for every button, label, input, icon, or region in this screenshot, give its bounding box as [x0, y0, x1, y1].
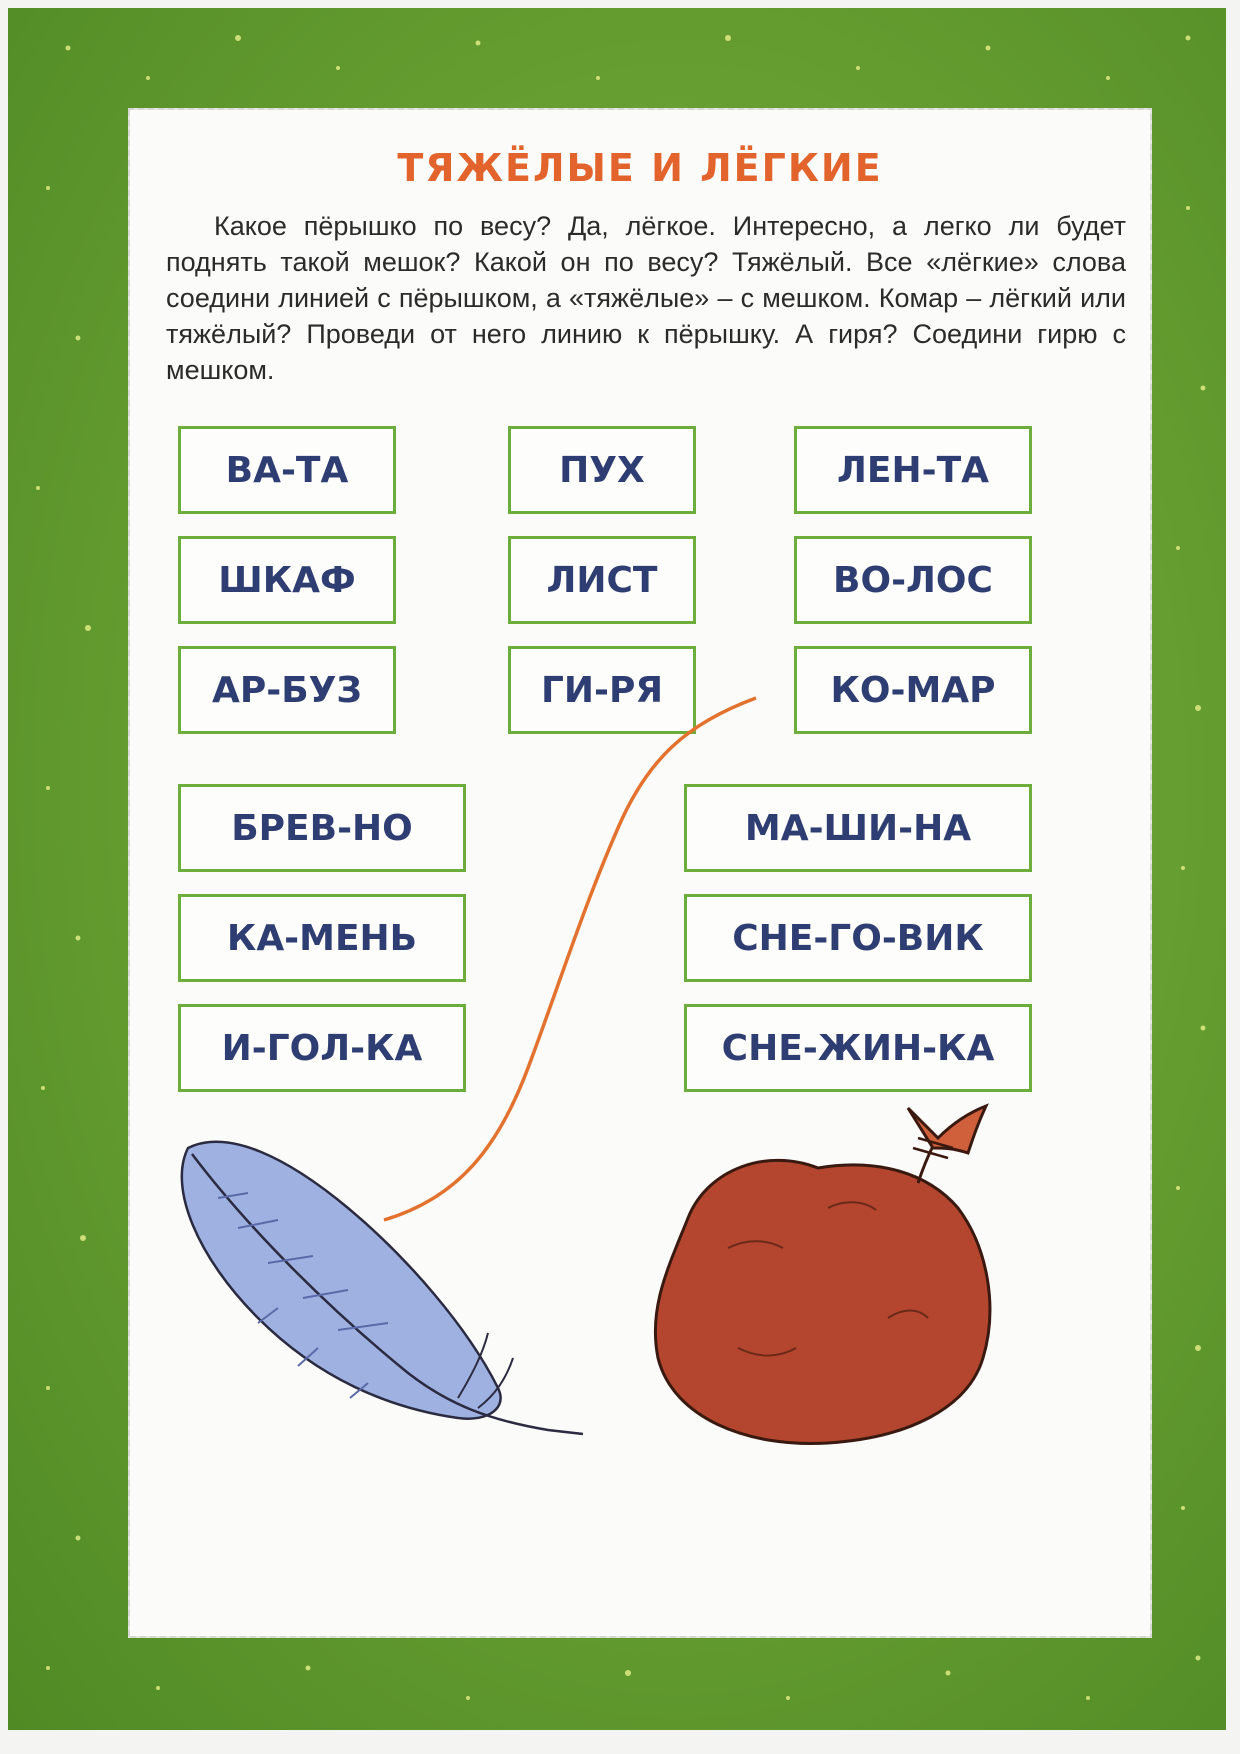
word-card-shkaf[interactable]: ШКАФ [178, 536, 396, 624]
word-card-girya[interactable]: ГИ-РЯ [508, 646, 696, 734]
page-title: ТЯЖЁЛЫЕ И ЛЁГКИЕ [397, 146, 883, 190]
word-card-kamen[interactable]: КА-МЕНЬ [178, 894, 466, 982]
word-card-vata[interactable]: ВА-ТА [178, 426, 396, 514]
word-card-volos[interactable]: ВО-ЛОС [794, 536, 1032, 624]
instructions-text: Какое пёрышко по весу? Да, лёгкое. Интересно, а легко ли будет поднять такой мешок? Какой он по весу? Тяжёлый. Все «лёгкие» слова соедини линией с пёрышком, а «тяжёлые» – с мешком. Комар – лёгкий или тяжёлый? Проведи от него линию к пёрышку. А гиря? Соедини гирю с мешком. [166, 211, 1126, 385]
word-card-snegovik[interactable]: СНЕ-ГО-ВИК [684, 894, 1032, 982]
word-card-lenta[interactable]: ЛЕН-ТА [794, 426, 1032, 514]
green-frame-background [8, 8, 1226, 1730]
word-card-brevno[interactable]: БРЕВ-НО [178, 784, 466, 872]
word-card-komar[interactable]: КО-МАР [794, 646, 1032, 734]
word-card-list[interactable]: ЛИСТ [508, 536, 696, 624]
word-card-snezhinka[interactable]: СНЕ-ЖИН-КА [684, 1004, 1032, 1092]
word-card-igolka[interactable]: И-ГОЛ-КА [178, 1004, 466, 1092]
word-card-arbuz[interactable]: АР-БУЗ [178, 646, 396, 734]
word-card-mashina[interactable]: МА-ШИ-НА [684, 784, 1032, 872]
worksheet-paper [128, 108, 1152, 1638]
word-card-pukh[interactable]: ПУХ [508, 426, 696, 514]
